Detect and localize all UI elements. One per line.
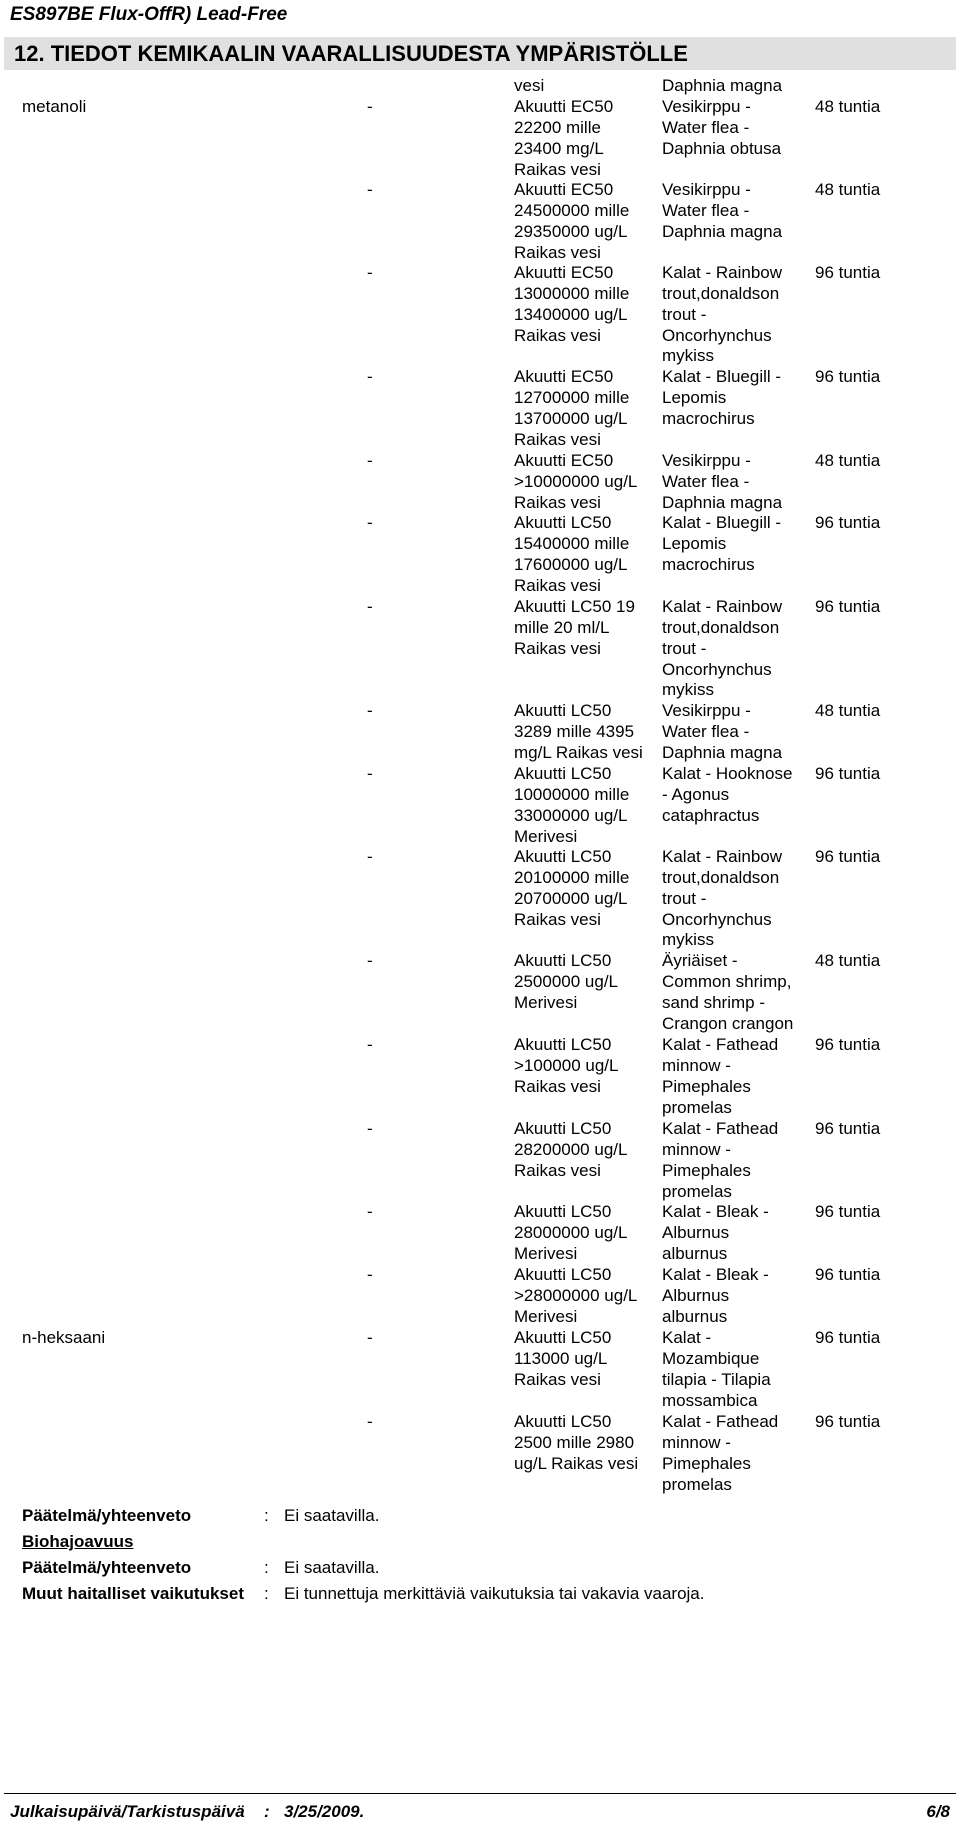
test-species-line: Kalat - Fathead <box>662 1035 779 1054</box>
test-result-line: Raikas vesi <box>514 575 601 595</box>
test-species-line: Kalat - Bleak - <box>662 1202 769 1221</box>
test-result <box>514 180 629 263</box>
summary-label: Muut haitalliset vaikutukset <box>22 1584 244 1603</box>
substance-name: metanoli <box>22 97 87 116</box>
test-species <box>662 367 781 430</box>
test-species-line: Daphnia magna <box>662 221 783 241</box>
test-result <box>514 263 629 346</box>
summary-label: Päätelmä/yhteenveto <box>22 1506 192 1525</box>
test-species-line: Alburnus <box>662 1285 730 1305</box>
test-result-line: 33000000 ug/L <box>514 805 628 825</box>
row-dash: - <box>367 1412 373 1431</box>
test-species <box>662 597 782 701</box>
test-species-line: Kalat - Bleak - <box>662 1265 769 1284</box>
summary-row <box>0 1506 960 1532</box>
test-result-line: >100000 ug/L <box>514 1055 619 1075</box>
test-species-line: Vesikirppu - <box>662 701 751 720</box>
test-species-line: minnow - <box>662 1055 731 1075</box>
test-result-line: vesi <box>514 76 545 95</box>
test-species-line: Pimephales <box>662 1160 751 1180</box>
test-species <box>662 1035 778 1118</box>
test-result-line: Akuutti LC50 <box>514 1265 612 1284</box>
test-species-line: alburnus <box>662 1243 728 1263</box>
test-species-line: Oncorhynchus <box>662 325 772 345</box>
test-species-line: trout - <box>662 638 707 658</box>
test-result-line: 23400 mg/L <box>514 138 604 158</box>
test-result-line: 2500 mille 2980 <box>514 1432 635 1452</box>
test-result-line: Raikas vesi <box>514 159 601 179</box>
test-result-line: Raikas vesi <box>514 492 601 512</box>
test-result-line: Raikas vesi <box>514 429 601 449</box>
test-result <box>514 1035 618 1098</box>
test-result-line: 12700000 mille <box>514 387 630 407</box>
test-result <box>514 847 629 930</box>
test-result-line: Akuutti EC50 <box>514 97 614 116</box>
test-result-line: Akuutti LC50 19 <box>514 597 635 616</box>
summary-colon: : <box>264 1558 269 1577</box>
exposure-time: 48 tuntia <box>815 180 881 199</box>
test-species-line: Water flea - <box>662 117 750 137</box>
test-result-line: >10000000 ug/L <box>514 471 638 491</box>
test-species-line: Kalat - Hooknose <box>662 764 793 783</box>
summary-colon: : <box>264 1584 269 1603</box>
page-number: 6/8 <box>926 1802 950 1821</box>
exposure-time: 96 tuntia <box>815 1035 881 1054</box>
test-result-line: 13400000 ug/L <box>514 304 628 324</box>
exposure-time: 96 tuntia <box>815 367 881 386</box>
test-species-line: minnow - <box>662 1432 731 1452</box>
exposure-time: 96 tuntia <box>815 764 881 783</box>
row-dash: - <box>367 513 373 532</box>
section-heading: 12. TIEDOT KEMIKAALIN VAARALLISUUDESTA YMPÄRISTÖLLE <box>14 41 688 66</box>
test-result-line: ug/L Raikas vesi <box>514 1453 639 1473</box>
test-species-line: promelas <box>662 1474 732 1494</box>
test-result-line: Raikas vesi <box>514 638 601 658</box>
test-species-line: Daphnia magna <box>662 76 783 95</box>
test-species-line: Oncorhynchus <box>662 659 772 679</box>
test-species <box>662 263 782 367</box>
test-result-line: 113000 ug/L <box>514 1348 608 1368</box>
summary-row <box>0 1584 960 1610</box>
test-species-line: Kalat - Rainbow <box>662 263 783 282</box>
test-species <box>662 1202 769 1265</box>
test-species <box>662 1328 771 1411</box>
summary-label: Päätelmä/yhteenveto <box>22 1558 192 1577</box>
test-species-line: cataphractus <box>662 805 760 825</box>
test-result <box>514 1119 627 1182</box>
test-result-line: Akuutti EC50 <box>514 451 614 470</box>
test-species-line: Alburnus <box>662 1222 730 1242</box>
test-species-line: - Agonus <box>662 784 730 804</box>
footer-colon: : <box>264 1802 270 1821</box>
test-species-line: Kalat - Bluegill - <box>662 367 782 386</box>
test-species-line: tilapia - Tilapia <box>662 1369 771 1389</box>
test-result-line: 3289 mille 4395 <box>514 721 635 741</box>
test-species-line: Daphnia magna <box>662 492 783 512</box>
test-species-line: trout - <box>662 304 707 324</box>
summary-value: Ei saatavilla. <box>284 1506 380 1525</box>
test-species-line: minnow - <box>662 1139 731 1159</box>
test-result-line: Akuutti LC50 <box>514 951 612 970</box>
test-result <box>514 701 643 764</box>
test-species-line: Vesikirppu - <box>662 451 751 470</box>
test-species <box>662 513 781 576</box>
test-species-line: macrochirus <box>662 408 755 428</box>
test-result-line: Merivesi <box>514 826 578 846</box>
test-result-line: Akuutti LC50 <box>514 1328 612 1347</box>
exposure-time: 96 tuntia <box>815 847 881 866</box>
test-species-line: Kalat - Fathead <box>662 1412 779 1431</box>
test-result-line: 29350000 ug/L <box>514 221 628 241</box>
test-result-line: Merivesi <box>514 1243 578 1263</box>
summary-value: Ei tunnettuja merkittäviä vaikutuksia tai vakavia vaaroja. <box>284 1584 705 1603</box>
exposure-time: 48 tuntia <box>815 701 881 720</box>
exposure-time: 96 tuntia <box>815 1328 881 1347</box>
test-result-line: Raikas vesi <box>514 1369 601 1389</box>
test-species <box>662 951 793 1034</box>
test-result-line: 22200 mille <box>514 117 601 137</box>
test-species-line: Water flea - <box>662 471 750 491</box>
test-species-line: promelas <box>662 1181 732 1201</box>
test-species-line: Äyriäiset - <box>662 951 738 970</box>
test-result-line: >28000000 ug/L <box>514 1285 638 1305</box>
test-species <box>662 97 781 160</box>
test-result-line: Raikas vesi <box>514 1160 601 1180</box>
row-dash: - <box>367 847 373 866</box>
exposure-time: 96 tuntia <box>815 263 881 282</box>
test-species-line: macrochirus <box>662 554 755 574</box>
test-result-line: 15400000 mille <box>514 533 630 553</box>
test-result-line: Raikas vesi <box>514 1076 601 1096</box>
test-species-line: Daphnia obtusa <box>662 138 782 158</box>
test-result-line: Merivesi <box>514 992 578 1012</box>
test-species-line: Oncorhynchus <box>662 909 772 929</box>
test-species <box>662 76 782 97</box>
test-result-line: 28200000 ug/L <box>514 1139 628 1159</box>
exposure-time: 96 tuntia <box>815 1119 881 1138</box>
test-species-line: Pimephales <box>662 1453 751 1473</box>
test-species <box>662 701 782 764</box>
row-dash: - <box>367 97 373 116</box>
test-result-line: mille 20 ml/L <box>514 617 610 637</box>
test-species <box>662 180 782 243</box>
document-title: ES897BE Flux-OffR) Lead-Free <box>10 4 288 25</box>
test-species-line: trout - <box>662 888 707 908</box>
test-species-line: Kalat - Rainbow <box>662 847 783 866</box>
test-species-line: trout,donaldson <box>662 617 780 637</box>
exposure-time: 96 tuntia <box>815 1412 881 1431</box>
test-result-line: Akuutti LC50 <box>514 701 612 720</box>
exposure-time: 96 tuntia <box>815 1265 881 1284</box>
summary-row <box>0 1558 960 1584</box>
test-species-line: mykiss <box>662 930 714 950</box>
test-result-line: Akuutti LC50 <box>514 847 612 866</box>
exposure-time: 96 tuntia <box>815 1202 881 1221</box>
test-species-line: Common shrimp, <box>662 971 792 991</box>
test-result <box>514 367 629 450</box>
test-species <box>662 847 782 951</box>
exposure-time: 96 tuntia <box>815 597 881 616</box>
test-result-line: Akuutti LC50 <box>514 764 612 783</box>
test-species-line: sand shrimp - <box>662 992 765 1012</box>
row-dash: - <box>367 764 373 783</box>
test-result-line: Akuutti LC50 <box>514 1412 612 1431</box>
test-species-line: Kalat - Fathead <box>662 1119 779 1138</box>
test-species-line: mykiss <box>662 346 714 366</box>
test-result-line: 20700000 ug/L <box>514 888 628 908</box>
row-dash: - <box>367 1035 373 1054</box>
test-result-line: Akuutti LC50 <box>514 1119 612 1138</box>
summary-block <box>0 1506 960 1610</box>
test-result-line: Merivesi <box>514 1306 578 1326</box>
exposure-time: 48 tuntia <box>815 951 881 970</box>
test-result-line: Raikas vesi <box>514 909 601 929</box>
section-heading-band <box>4 37 956 70</box>
test-species <box>662 451 782 514</box>
test-species-line: Crangon crangon <box>662 1013 794 1033</box>
test-species-line: Lepomis <box>662 533 727 553</box>
test-result-line: 13700000 ug/L <box>514 408 628 428</box>
test-species <box>662 764 792 827</box>
test-result-line: Akuutti EC50 <box>514 367 614 386</box>
test-result <box>514 1412 638 1475</box>
test-result <box>514 597 635 660</box>
summary-value: Ei saatavilla. <box>284 1558 380 1577</box>
test-species <box>662 1119 778 1202</box>
test-species-line: trout,donaldson <box>662 867 780 887</box>
test-species-line: alburnus <box>662 1306 728 1326</box>
test-species-line: Kalat - Bluegill - <box>662 513 782 532</box>
subsection-heading <box>0 1532 960 1558</box>
row-dash: - <box>367 263 373 282</box>
test-species <box>662 1412 778 1495</box>
test-result-line: 28000000 ug/L <box>514 1222 628 1242</box>
test-species-line: Water flea - <box>662 200 750 220</box>
test-species-line: Kalat - <box>662 1328 712 1347</box>
test-species-line: mykiss <box>662 680 714 700</box>
test-result-line: Akuutti EC50 <box>514 263 614 282</box>
test-species-line: Kalat - Rainbow <box>662 597 783 616</box>
test-result-line: Akuutti LC50 <box>514 513 612 532</box>
test-result-line: 17600000 ug/L <box>514 554 628 574</box>
test-result-line: 13000000 mille <box>514 283 630 303</box>
summary-colon: : <box>264 1506 269 1525</box>
test-result <box>514 1202 627 1265</box>
test-result-line: Raikas vesi <box>514 242 601 262</box>
row-dash: - <box>367 367 373 386</box>
row-dash: - <box>367 1202 373 1221</box>
test-result-line: Raikas vesi <box>514 325 601 345</box>
test-result-line: 20100000 mille <box>514 867 630 887</box>
substance-name: n-heksaani <box>22 1328 106 1347</box>
test-result-line: Akuutti LC50 <box>514 1035 612 1054</box>
test-species-line: Pimephales <box>662 1076 751 1096</box>
test-result-line: Akuutti LC50 <box>514 1202 612 1221</box>
row-dash: - <box>367 451 373 470</box>
row-dash: - <box>367 1265 373 1284</box>
test-result-line: 10000000 mille <box>514 784 630 804</box>
test-species-line: Vesikirppu - <box>662 97 751 116</box>
summary-label: Biohajoavuus <box>22 1532 134 1551</box>
test-result <box>514 513 629 596</box>
test-result <box>514 76 544 97</box>
test-species-line: Mozambique <box>662 1348 760 1368</box>
row-dash: - <box>367 1119 373 1138</box>
exposure-time: 96 tuntia <box>815 513 881 532</box>
test-result-line: 2500000 ug/L <box>514 971 618 991</box>
test-result-line: Akuutti EC50 <box>514 180 614 199</box>
row-dash: - <box>367 180 373 199</box>
footer-date-label: Julkaisupäivä/Tarkistuspäivä <box>10 1802 245 1821</box>
test-species-line: trout,donaldson <box>662 283 780 303</box>
test-result <box>514 451 637 514</box>
test-species-line: Vesikirppu - <box>662 180 751 199</box>
test-result <box>514 1328 611 1391</box>
test-species-line: Lepomis <box>662 387 727 407</box>
test-species-line: Daphnia magna <box>662 742 783 762</box>
exposure-time: 48 tuntia <box>815 451 881 470</box>
test-result <box>514 97 613 180</box>
test-species <box>662 1265 769 1328</box>
footer-divider <box>4 1793 956 1794</box>
test-result-line: mg/L Raikas vesi <box>514 742 643 762</box>
row-dash: - <box>367 951 373 970</box>
exposure-time: 48 tuntia <box>815 97 881 116</box>
test-result <box>514 764 629 847</box>
test-species-line: promelas <box>662 1097 732 1117</box>
row-dash: - <box>367 597 373 616</box>
test-species-line: Water flea - <box>662 721 750 741</box>
row-dash: - <box>367 701 373 720</box>
test-result <box>514 951 618 1014</box>
test-result-line: 24500000 mille <box>514 200 630 220</box>
test-result <box>514 1265 637 1328</box>
footer-date: 3/25/2009. <box>284 1802 365 1821</box>
test-species-line: mossambica <box>662 1390 758 1410</box>
row-dash: - <box>367 1328 373 1347</box>
